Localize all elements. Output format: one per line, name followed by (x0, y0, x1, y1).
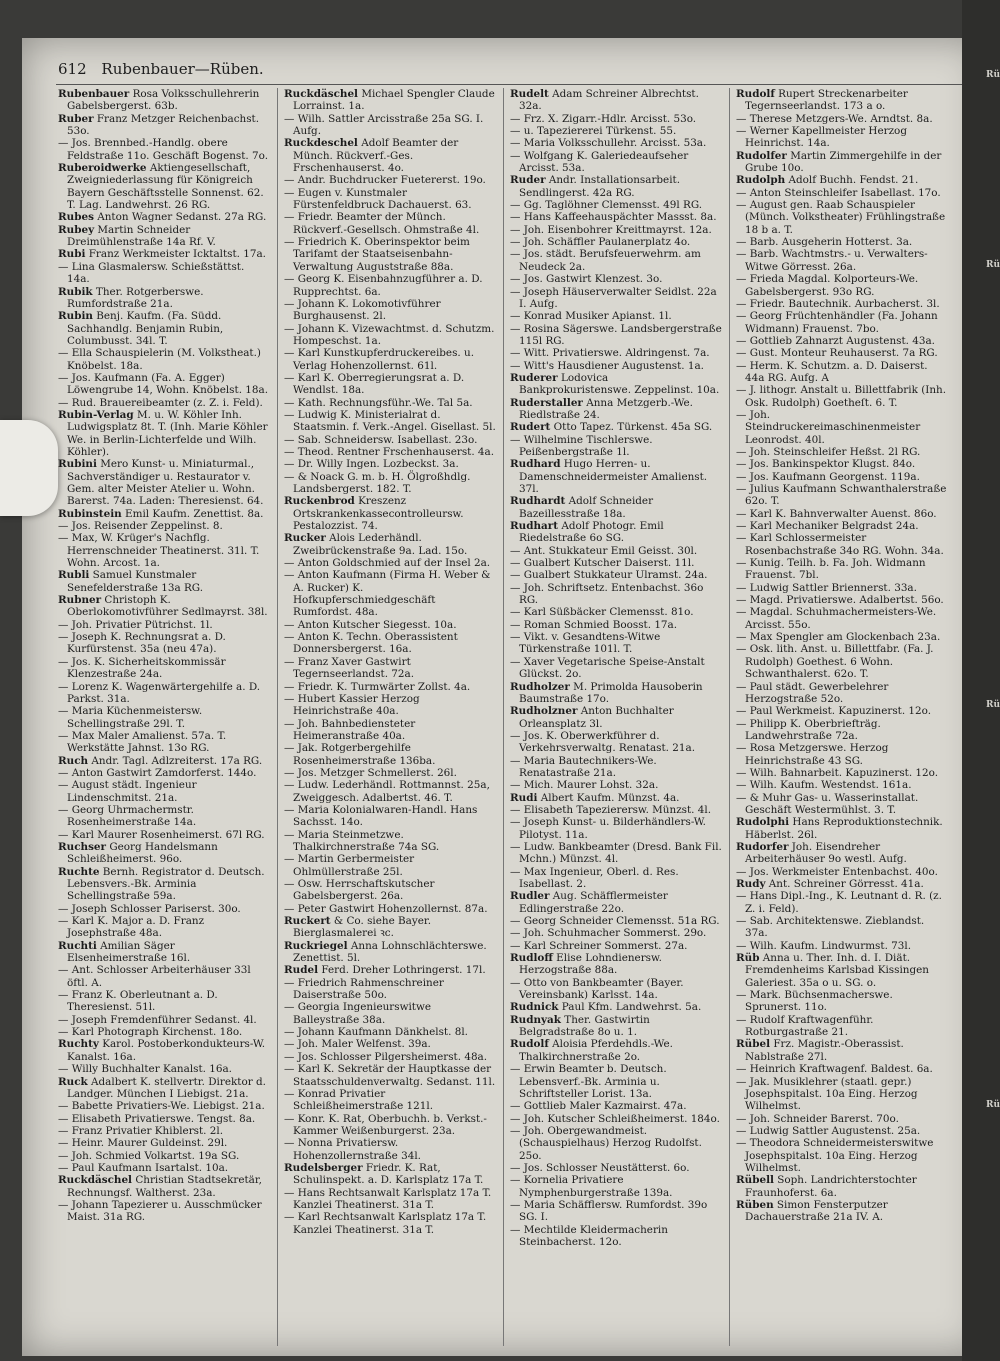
directory-entry: — Anton Kaufmann (Firma H. Weber & A. Rucker) K. Hofkupferschmiedgeschäft Rumfordst. 48a. (284, 569, 491, 619)
directory-entry: — Jos. Kaufmann Georgenst. 119a. (736, 470, 920, 483)
next-page-edge (962, 0, 1000, 1361)
directory-entry: — Lorenz K. Wagenwärtergehilfe a. D. Parkst. 31a. (58, 680, 261, 705)
header-rule (56, 84, 974, 85)
directory-entry: — Joh. Schneider Barerst. 70o. (736, 1112, 899, 1125)
directory-entry: — Joh. Schäffler Paulanerplatz 4o. (510, 236, 691, 249)
directory-entry: — Rud. Brauereibeamter (z. Z. i. Feld). (58, 396, 263, 409)
directory-entry: — Karl Photograph Kirchenst. 18o. (58, 1026, 243, 1039)
directory-entry: Rudert Otto Tapez. Türkenst. 45a SG. (510, 421, 713, 434)
directory-entry: — Franz K. Oberleutnant a. D. Theresienst. 51l. (58, 989, 218, 1014)
directory-entry: — Kath. Rechnungsführ.-We. Tal 5a. (284, 396, 473, 409)
directory-entry: — Georgia Ingenieurswitwe Balleystraße 38a. (284, 1001, 432, 1026)
directory-entry: — Jos. Werkmeister Entenbachst. 40o. (736, 865, 938, 878)
directory-entry: — Joh. Obergewandmeist. (Schauspielhaus) Herzog Rudolfst. 25o. (510, 1124, 702, 1162)
directory-entry: Rubinstein Emil Kaufm. Zenettist. 8a. (58, 507, 264, 520)
directory-entry: — Otto von Bankbeamter (Bayer. Vereinsbank) Karlsst. 14a. (510, 976, 684, 1002)
directory-entry: Rudolfer Martin Zimmergehilfe in der Grube 10o. (736, 149, 942, 175)
directory-entry: Rubli Samuel Kunstmaler Senefelderstraße 13a RG. (58, 569, 204, 594)
directory-entry: — Heinr. Maurer Guldeinst. 29l. (58, 1137, 228, 1150)
directory-entry: — Maria Küchenmeistersw. Schellingstraße 29l. T. (58, 705, 203, 730)
column-divider (277, 88, 278, 1346)
directory-entry: — Dr. Willy Ingen. Lozbeckst. 3a. (284, 458, 459, 471)
directory-entry: — Konr. K. Rat, Oberbuchh. b. Verkst.-Kammer Weißenburgerst. 23a. (284, 1112, 487, 1137)
directory-entry: — August gen. Raab Schauspieler (Münch. Volkstheater) Frühlingstraße 18 b a. T. (736, 199, 946, 236)
directory-entry: — Friedr. K. Turmwärter Zollst. 4a. (284, 680, 471, 693)
directory-entry: Ruch Andr. Tagl. Adlzreiterst. 17a RG. (58, 754, 263, 767)
directory-entry: — Max Ingenieur, Oberl. d. Res. Isabellast. 2. (510, 865, 679, 890)
directory-entry: — Mich. Maurer Lohst. 32a. (510, 779, 659, 792)
directory-entry: — Paul Kaufmann Isartalst. 10a. (58, 1161, 229, 1174)
directory-entry: — Anton K. Techn. Oberassistent Donnersbergerst. 16a. (284, 631, 458, 656)
directory-entry: Ruckdäschel Christian Stadtsekretär, Rechnungsf. Waltherst. 23a. (58, 1174, 262, 1199)
directory-entry: — Karl K. Sekretär der Hauptkasse der Staatsschuldenverwaltg. Sedanst. 11l. (284, 1063, 496, 1088)
directory-entry: — Jos. K. Oberwerkführer d. Verkehrsverwaltg. Renatast. 21a. (510, 729, 695, 755)
page-number: 612 (58, 60, 87, 78)
directory-entry: — Georg Früchtenhändler (Fa. Johann Widmann) Frauenst. 7bo. (736, 310, 938, 335)
directory-entry: — Theod. Rentner Frschenhauserst. 4a. (284, 445, 495, 458)
directory-entry: — Babette Privatiers-We. Liebigst. 21a. (58, 1100, 265, 1113)
directory-entry: Rübell Soph. Landrichterstochter Fraunhoferst. 6a. (736, 1174, 917, 1199)
directory-entry: — Kunig. Teilh. b. Fa. Joh. Widmann Frauenst. 7bl. (736, 557, 926, 582)
column-divider (729, 88, 730, 1346)
directory-entry: — Nonna Privatiersw. Hohenzollernstraße 34l. (284, 1137, 421, 1162)
directory-entry: — Elisabeth Tapezierersw. Münzst. 4l. (510, 803, 712, 816)
directory-entry: — Anton Steinschleifer Isabellast. 17o. (736, 186, 941, 199)
directory-entry: — Joseph Schlosser Pariserst. 30o. (58, 902, 241, 915)
directory-entry: — Friedr. Bautechnik. Aurbacherst. 3l. (736, 297, 940, 310)
column-3 (510, 88, 722, 1248)
directory-entry: Ruchser Georg Handelsmann Schleißheimerst. 96o. (58, 840, 218, 866)
directory-entry: Rüben Simon Fensterputzer Dachauerstraße 21a IV. A. (736, 1198, 888, 1224)
directory-entry: Rudhart Adolf Photogr. Emil Riedelstraße 6o SG. (510, 520, 664, 545)
column-2 (284, 88, 496, 1236)
directory-entry: Rudholzner Anton Buchhalter Orleansplatz 3l. (510, 705, 674, 730)
directory-entry: — Hans Rechtsanwalt Karlsplatz 17a T. Kanzlei Theatinerst. 31a T. (284, 1186, 492, 1211)
running-title: Rubenbauer—Rüben. (101, 60, 264, 78)
directory-entry: — Friedrich K. Oberinspektor beim Tarifamt der Staatseisenbahn-Verwaltung Auguststraße 88a. (284, 236, 470, 273)
directory-entry: — Jos. Schlosser Pilgersheimerst. 48a. (284, 1050, 488, 1063)
directory-entry: — Maria Volksschullehr. Arcisst. 53a. (510, 137, 707, 150)
directory-entry: — Jak. Musiklehrer (staatl. gepr.) Josephspitalst. 10a Eing. Herzog Wilhelmst. (736, 1075, 918, 1113)
directory-entry: — Roman Schmied Boosst. 17a. (510, 618, 678, 631)
directory-entry: Ruberoidwerke Aktiengesellschaft, Zweigniederlassung für Königreich Bayern Geschäftsstelle Sonnenst. 62. T. Lag. Landwehrst. 26 RG. (58, 162, 264, 212)
directory-entry: Rudelt Adam Schreiner Albrechtst. 32a. (510, 88, 699, 113)
directory-entry: — Ludwig Sattler Briennerst. 33a. (736, 581, 917, 594)
directory-entry: — Karl K. Major a. D. Franz Josephstraße 48a. (58, 915, 205, 940)
directory-entry: — Karl K. Oberregierungsrat a. D. Wendlst. 18a. (284, 371, 465, 397)
directory-entry: — August städt. Ingenieur Lindenschmitst. 21a. (58, 779, 197, 804)
directory-entry: — Therese Metzgers-We. Arndtst. 8a. (736, 112, 933, 125)
directory-entry: — Franz Xaver Gastwirt Tegernseerlandst. 72a. (284, 655, 415, 681)
directory-entry: Rubin Benj. Kaufm. (Fa. Südd. Sachhandlg. Benjamin Rubin, Columbusst. 34l. T. (58, 310, 224, 347)
directory-entry: Ruchti Amilian Säger Elsenheimerstraße 16l. (58, 939, 191, 965)
directory-entry: — Ludw. Bankbeamter (Dresd. Bank Fil. Mchn.) Münzst. 4l. (510, 840, 722, 866)
directory-entry: — Maria Schäfflersw. Rumfordst. 39o SG. I. (510, 1198, 708, 1224)
directory-entry: Rudel Ferd. Dreher Lothringerst. 17l. (284, 964, 486, 977)
directory-entry: Rubes Anton Wagner Sedanst. 27a RG. (58, 211, 267, 224)
directory-entry: — Gust. Monteur Reuhauserst. 7a RG. (736, 347, 938, 360)
directory-entry: — Joseph K. Rechnungsrat a. D. Kurfürstenst. 35a (neu 47a). (58, 631, 226, 656)
edge-fragment: Rü (986, 70, 1000, 80)
directory-page (22, 38, 984, 1356)
directory-entry: — Maria Kolonialwaren-Handl. Hans Sachsst. 14o. (284, 803, 478, 829)
directory-entry: — Joh. Schmied Volkartst. 19a SG. (58, 1149, 240, 1162)
directory-entry: — Barb. Ausgeherin Hotterst. 3a. (736, 236, 913, 249)
directory-entry: — Willy Buchhalter Kanalst. 16a. (58, 1063, 232, 1076)
directory-entry: — & Muhr Gas- u. Wasserinstallat. Geschäft Westermühlst. 3. T. (736, 791, 919, 816)
directory-entry: — Jos. Reisender Zeppelinst. 8. (58, 520, 223, 533)
directory-entry: — Heinrich Kraftwagenf. Baldest. 6a. (736, 1063, 933, 1076)
directory-entry: — u. Tapeziererei Türkenst. 55. (510, 125, 677, 138)
directory-entry: — Joh. Privatier Pütrichst. 1l. (58, 618, 213, 631)
directory-entry: — Werner Kapellmeister Herzog Heinrichst. 14a. (736, 125, 907, 150)
directory-entry: Rubner Christoph K. Oberlokomotivführer Sedlmayrst. 38l. (58, 594, 268, 619)
directory-entry: — Wolfgang K. Galeriedeaufseher Arcisst. 53a. (510, 149, 689, 175)
directory-entry: — Johann K. Lokomotivführer Burghausenst. 2l. (284, 297, 441, 323)
directory-entry: — Maria Bautechnikers-We. Renatastraße 21a. (510, 754, 657, 779)
directory-entry: Ruckdäschel Michael Spengler Claude Lorrainst. 1a. (284, 88, 495, 113)
directory-entry: — Herm. K. Schutzm. a. D. Daiserst. 44a RG. Aufg. A (736, 359, 928, 384)
directory-entry: — Magdal. Schuhmachermeisters-We. Arcisst. 55o. (736, 606, 937, 631)
directory-entry: Rubi Franz Werkmeister Icktaltst. 17a. (58, 248, 266, 261)
directory-entry: — Julius Kaufmann Schwanthalerstraße 62o. T. (736, 483, 947, 508)
directory-entry: Rudolphi Hans Reproduktionstechnik. Häberlst. 26l. (736, 816, 943, 841)
directory-entry: — J. lithogr. Anstalt u. Billettfabrik (Inh. Osk. Rudolph) Goetheſt. 6. T. (736, 384, 947, 409)
directory-entry: — Joh. Steinschleifer Heßst. 2l RG. (736, 445, 921, 458)
directory-entry: — Joh. Maler Welfenst. 39a. (284, 1038, 431, 1051)
directory-entry: Rubenbauer Rosa Volksschullehrerin Gabelsbergerst. 63b. (58, 88, 260, 113)
directory-entry: — Sab. Schneidersw. Isabellast. 23o. (284, 433, 478, 446)
directory-entry: — Karl Schreiner Sommerst. 27a. (510, 939, 688, 952)
directory-entry: Rudolph Adolf Buchh. Fendst. 21. (736, 174, 919, 187)
directory-entry: — Mark. Büchsenmacherswe. Sprunerst. 11o. (736, 989, 893, 1014)
directory-entry: — Ant. Schlosser Arbeiterhäuser 33l öftl. A. (58, 964, 251, 989)
directory-entry: — Johann Kaufmann Dänkhelst. 8l. (284, 1026, 468, 1039)
column-4 (736, 88, 948, 1224)
directory-entry: Ruckdeschel Adolf Beamter der Münch. Rückverf.-Ges. Frschenhauserst. 4o. (284, 137, 459, 175)
directory-entry: — Wilhelmine Tischlerswe. Peißenbergstraße 1l. (510, 433, 653, 458)
directory-entry: Ruber Franz Metzger Reichenbachst. 53o. (58, 112, 260, 138)
edge-fragment: Rü (986, 1100, 1000, 1110)
directory-entry: Ruckenbrod Kreszenz Ortskrankenkassecontrolleursw. Pestalozzist. 74. (284, 495, 464, 533)
directory-entry: — Joh. Eisenbohrer Kreittmayrst. 12a. (510, 223, 712, 236)
directory-entry: — Ant. Stukkateur Emil Geisst. 30l. (510, 544, 698, 557)
directory-entry: — Paul Werkmeist. Kapuzinerst. 12o. (736, 705, 932, 718)
directory-entry: — Anton Kutscher Siegesst. 10a. (284, 618, 457, 631)
directory-entry: Rubini Mero Kunst- u. Miniaturmal., Sachverständiger u. Restaurator v. Gem. alter Meister Atelier u. Wohn. Barerst. 74a. Laden: Theresienst. 64. (58, 458, 264, 508)
directory-entry: Rudloff Elise Lohndienersw. Herzogstraße 88a. (510, 952, 662, 977)
directory-entry: — Konrad Privatier Schleißheimerstraße 121l. (284, 1087, 434, 1113)
directory-entry: — Mechtilde Kleidermacherin Steinbacherst. 12o. (510, 1223, 668, 1248)
directory-entry: — Hubert Kassier Herzog Heinrichstraße 40a. (284, 692, 420, 718)
directory-entry: — Joseph Kunst- u. Bilderhändlers-W. Pilotyst. 11a. (510, 816, 706, 841)
directory-entry: Rudorfer Joh. Eisendreher Arbeiterhäuser 9o westl. Aufg. (736, 840, 907, 866)
directory-entry: — Rosa Metzgerswe. Herzog Heinrichstraße 43 SG. (736, 742, 889, 767)
directory-entry: Rudolf Aloisia Pferdehdls.-We. Thalkirchnerstraße 2o. (510, 1038, 673, 1063)
directory-entry: — Joh. Kutscher Schleißheimerst. 184o. (510, 1112, 720, 1125)
column-divider (503, 88, 504, 1346)
directory-entry: — Elisabeth Privatierswe. Tengst. 8a. (58, 1112, 256, 1125)
directory-entry: — Rosina Sägerswe. Landsbergerstraße 115l RG. (510, 322, 722, 347)
directory-entry: — Ludw. Lederhändl. Rottmannst. 25a, Zweiggesch. Adalbertst. 46. T. (284, 779, 490, 804)
directory-entry: Rudi Albert Kaufm. Münzst. 4a. (510, 791, 680, 804)
directory-entry: — Philipp K. Oberbriefträg. Landwehrstraße 72a. (736, 717, 881, 742)
directory-entry: — Rudolf Kraftwagenführ. Rotburgastraße 21. (736, 1013, 874, 1039)
directory-entry: — Wilh. Bahnarbeit. Kapuzinerst. 12o. (736, 766, 939, 779)
directory-entry: — Anton Gastwirt Zamdorferst. 144o. (58, 766, 257, 779)
directory-entry: — Maria Steinmetzwe. Thalkirchnerstraße 74a SG. (284, 828, 440, 853)
directory-entry: — Georg Uhrmachermstr. Rosenheimerstraße 14a. (58, 803, 197, 829)
directory-entry: Rudholzer M. Primolda Hausoberin Baumstraße 17o. (510, 680, 703, 705)
directory-entry: Rudolf Rupert Streckenarbeiter Tegernseerlandst. 173 a o. (736, 88, 908, 113)
directory-entry: — Frz. X. Zigarr.-Hdlr. Arcisst. 53o. (510, 112, 697, 125)
directory-entry: — Karl Rechtsanwalt Karlsplatz 17a T. Kanzlei Theatinerst. 31a T. (284, 1211, 487, 1236)
directory-entry: — Konrad Musiker Apianst. 1l. (510, 310, 672, 323)
directory-entry: Ruchty Karol. Postoberkondukteurs-W. Kanalst. 16a. (58, 1038, 265, 1063)
directory-entry: — Johann Tapezierer u. Ausschmücker Maist. 31a RG. (58, 1198, 262, 1224)
directory-entry: — Paul städt. Gewerbelehrer Herzogstraße 52o. (736, 680, 889, 705)
directory-entry: — Joseph Fremdenführer Sedanst. 4l. (58, 1013, 257, 1026)
directory-entry: — Joh. Schuhmacher Sommerst. 29o. (510, 927, 707, 940)
directory-entry: — Vikt. v. Gesandtens-Witwe Türkenstraße 101l. T. (510, 631, 661, 656)
directory-entry: — Ludwig K. Ministerialrat d. Staatsmin. f. Verk.-Angel. Gisellast. 5l. (284, 408, 496, 434)
directory-entry: — Georg K. Eisenbahnzugführer a. D. Rupprechtst. 6a. (284, 273, 483, 298)
directory-entry: Ruckert & Co. siehe Bayer. Bierglasmalerei ꝛc. (284, 915, 432, 940)
directory-entry: — Osk. lith. Anst. u. Billettfabr. (Fa. J. Rudolph) Goethest. 6 Wohn. Schwanthalerst. 62o. T. (736, 643, 934, 681)
directory-entry: — Gualbert Kutscher Daiserst. 11l. (510, 557, 695, 570)
directory-entry: — Andr. Buchdrucker Fuetererst. 19o. (284, 174, 486, 187)
directory-entry: — Hans Dipl.-Ing., K. Leutnant d. R. (z. Z. i. Feld). (736, 890, 942, 915)
directory-entry: — Frieda Magdal. Kolporteurs-We. Gabelsbergerst. 93o RG. (736, 273, 919, 298)
directory-entry: — Eugen v. Kunstmaler Fürstenfeldbruck Dachauerst. 63. (284, 186, 472, 212)
directory-entry: — Karl Schlossermeister Rosenbachstraße 34o RG. Wohn. 34a. (736, 532, 944, 557)
directory-entry: Rudelsberger Friedr. K. Rat, Schulinspekt. a. D. Karlsplatz 17a T. (284, 1161, 484, 1187)
directory-entry: — Peter Gastwirt Hohenzollernst. 87a. (284, 902, 488, 915)
directory-entry: — Jos. Gastwirt Klenzest. 3o. (510, 273, 663, 286)
directory-entry: Ruder Andr. Installationsarbeit. Sendlingerst. 42a RG. (510, 174, 681, 199)
directory-entry: — Jos. städt. Berufsfeuerwehrm. am Neudeck 2a. (510, 248, 701, 273)
directory-entry: — Jos. Bankinspektor Klugst. 84o. (736, 458, 916, 471)
directory-entry: — Max Maler Amalienst. 57a. T. Werkstätte Jahnst. 13o RG. (58, 729, 227, 755)
directory-entry: — Ella Schauspielerin (M. Volkstheat.) Knöbelst. 18a. (58, 347, 261, 372)
directory-entry: — Magd. Privatierswe. Adalbertst. 56o. (736, 594, 944, 607)
directory-entry: Ruchte Bernh. Registrator d. Deutsch. Lebensvers.-Bk. Arminia Schellingstraße 59a. (58, 865, 265, 903)
edge-fragment: Rü (986, 700, 1000, 710)
directory-entry: — Joseph Häuserverwalter Seidlst. 22a I. Aufg. (510, 285, 717, 310)
directory-entry: — Karl Süßbäcker Clemensst. 81o. (510, 606, 694, 619)
directory-entry: Rubey Martin Schneider Dreimühlenstraße 14a Rf. V. (58, 223, 216, 249)
directory-entry: — Erwin Beamter b. Deutsch. Lebensverf.-Bk. Arminia u. Schriftsteller Lorist. 13a. (510, 1063, 667, 1100)
directory-entry: — Jos. Kaufmann (Fa. A. Egger) Löwengrube 14, Wohn. Knöbelst. 18a. (58, 371, 269, 397)
directory-entry: — Xaver Vegetarische Speise-Anstalt Glückst. 2o. (510, 655, 705, 681)
directory-entry: Rudhard Hugo Herren- u. Damenschneidermeister Amalienst. 37l. (510, 458, 708, 495)
directory-entry: — Friedr. Beamter der Münch. Rückverf.-Gesellsch. Ohmstraße 4l. (284, 211, 480, 236)
directory-entry: — Jos. K. Sicherheitskommissär Klenzestraße 24a. (58, 655, 226, 681)
directory-entry: — Barb. Wachtmstrs.- u. Verwalters-Witwe Görresst. 26a. (736, 248, 928, 273)
directory-entry: — Joh. Schriftsetz. Entenbachst. 36o RG. (510, 581, 704, 607)
directory-entry: — Theodora Schneidermeisterswitwe Josephspitalst. 10a Eing. Herzog Wilhelmst. (736, 1137, 934, 1174)
directory-entry: Rubin-Verlag M. u. W. Köhler Inh. Ludwigsplatz 8t. T. (Inh. Marie Köhler We. in Berlin-Lichterfelde und Wilh. Köhler). (58, 408, 268, 458)
directory-entry: — Joh. Bahnbediensteter Heimeranstraße 40a. (284, 717, 416, 742)
directory-entry: Ruderstaller Anna Metzgerb.-We. Riedlstraße 24. (510, 396, 693, 421)
directory-entry: — Lina Glasmalersw. Schießstättst. 14a. (58, 260, 245, 286)
directory-entry: — Franz Privatier Khiblerst. 2l. (58, 1124, 224, 1137)
directory-entry: Ruderer Lodovica Bankprokuristenswe. Zeppelinst. 10a. (510, 371, 720, 397)
directory-entry: Rucker Alois Lederhändl. Zweibrückenstraße 9a. Lad. 15o. (284, 532, 468, 557)
directory-entry: Rudnick Paul Kfm. Landwehrst. 5a. (510, 1001, 702, 1014)
directory-entry: Rudhardt Adolf Schneider Bazeillesstraße 18a. (510, 495, 654, 520)
directory-entry: — Jos. Brennbed.-Handlg. obere Feldstraße 11o. Geschäft Bogenst. 7o. (58, 137, 269, 162)
directory-entry: — Wilh. Sattler Arcisstraße 25a SG. I. Aufg. (284, 112, 484, 138)
directory-entry: — Witt's Hausdiener Augustenst. 1a. (510, 359, 704, 372)
directory-entry: — Max, W. Krüger's Nachflg. Herrenschneider Theatinerst. 31l. T. Wohn. Arcost. 1a. (58, 532, 260, 570)
column-1 (58, 88, 270, 1224)
directory-entry: — Wilh. Kaufm. Lindwurmst. 73l. (736, 939, 912, 952)
directory-entry: — Gualbert Stukkateur Ulramst. 24a. (510, 569, 708, 582)
directory-entry: Rübel Frz. Magistr.-Oberassist. Nablstraße 27l. (736, 1038, 904, 1063)
directory-entry: — Martin Gerbermeister Ohlmüllerstraße 25l. (284, 853, 415, 878)
directory-entry: — Gottlieb Maler Kazmairst. 47a. (510, 1100, 687, 1113)
directory-entry: Rudy Ant. Schreiner Görresst. 41a. (736, 878, 924, 890)
directory-entry: — Gg. Taglöhner Clemensst. 49l RG. (510, 199, 703, 212)
directory-entry: Rubik Ther. Rotgerberswe. Rumfordstraße 21a. (58, 285, 204, 310)
directory-entry: — Ludwig Sattler Augustenst. 25a. (736, 1124, 921, 1137)
directory-entry: — Anton Goldschmied auf der Insel 2a. (284, 557, 491, 570)
directory-entry: Ruckriegel Anna Lohnschlächterswe. Zenettist. 5l. (284, 939, 487, 965)
directory-entry: — Wilh. Kaufm. Westendst. 161a. (736, 779, 912, 792)
directory-entry: — Karl Kunstkupferdruckereibes. u. Verlag Hohenzollernst. 61l. (284, 347, 475, 372)
directory-entry: — Joh. Steindruckereimaschinenmeister Leonrodst. 40l. (736, 408, 921, 446)
directory-entry: — & Noack G. m. b. H. Ölgroßhdlg. Landsbergerst. 182. T. (284, 470, 471, 495)
directory-entry: — Witt. Privatierswe. Aldringenst. 7a. (510, 347, 710, 360)
directory-entry: — Hans Kaffeehauspächter Massst. 8a. (510, 211, 717, 224)
directory-entry: Rudler Aug. Schäfflermeister Edlingerstraße 22o. (510, 890, 668, 915)
directory-entry: — Jos. Schlosser Neustätterst. 6o. (510, 1161, 690, 1174)
directory-entry: — Osw. Herrschaftskutscher Gabelsbergerst. 26a. (284, 878, 435, 903)
edge-fragment: Rü (986, 260, 1000, 270)
directory-entry: — Johann K. Vizewachtmst. d. Schutzm. Hompeschst. 1a. (284, 322, 495, 347)
directory-entry: — Georg Schneider Clemensst. 51a RG. (510, 915, 720, 928)
directory-entry: — Karl Maurer Rosenheimerst. 67l RG. (58, 828, 265, 841)
directory-entry: — Sab. Architektenswe. Zieblandst. 37a. (736, 915, 925, 940)
directory-entry: — Friedrich Rahmenschreiner Daiserstraße 50o. (284, 976, 444, 1002)
page-header (58, 60, 264, 78)
directory-entry: — Karl K. Bahnverwalter Auenst. 86o. (736, 507, 937, 520)
directory-entry: Rüb Anna u. Ther. Inh. d. I. Diät. Fremdenheims Karlsbad Kissingen Galeriest. 35a o u. SG. o. (736, 952, 929, 989)
directory-entry: — Max Spengler am Glockenbach 23a. (736, 631, 941, 644)
directory-entry: — Karl Mechaniker Belgradst 24a. (736, 520, 919, 533)
directory-entry: — Gottlieb Zahnarzt Augustenst. 43a. (736, 334, 935, 347)
directory-entry: Ruck Adalbert K. stellvertr. Direktor d. Landger. München I Liebigst. 21a. (58, 1075, 266, 1100)
directory-entry: — Jos. Metzger Schmellerst. 26l. (284, 766, 457, 779)
directory-entry: — Jak. Rotgerbergehilfe Rosenheimerstraße 136ba. (284, 742, 436, 767)
directory-entry: — Kornelia Privatiere Nymphenburgerstraße 139a. (510, 1174, 673, 1199)
thumb-index-tab (0, 420, 58, 516)
directory-entry: Rudnyak Ther. Gastwirtin Belgradstraße 8o u. 1. (510, 1013, 650, 1039)
